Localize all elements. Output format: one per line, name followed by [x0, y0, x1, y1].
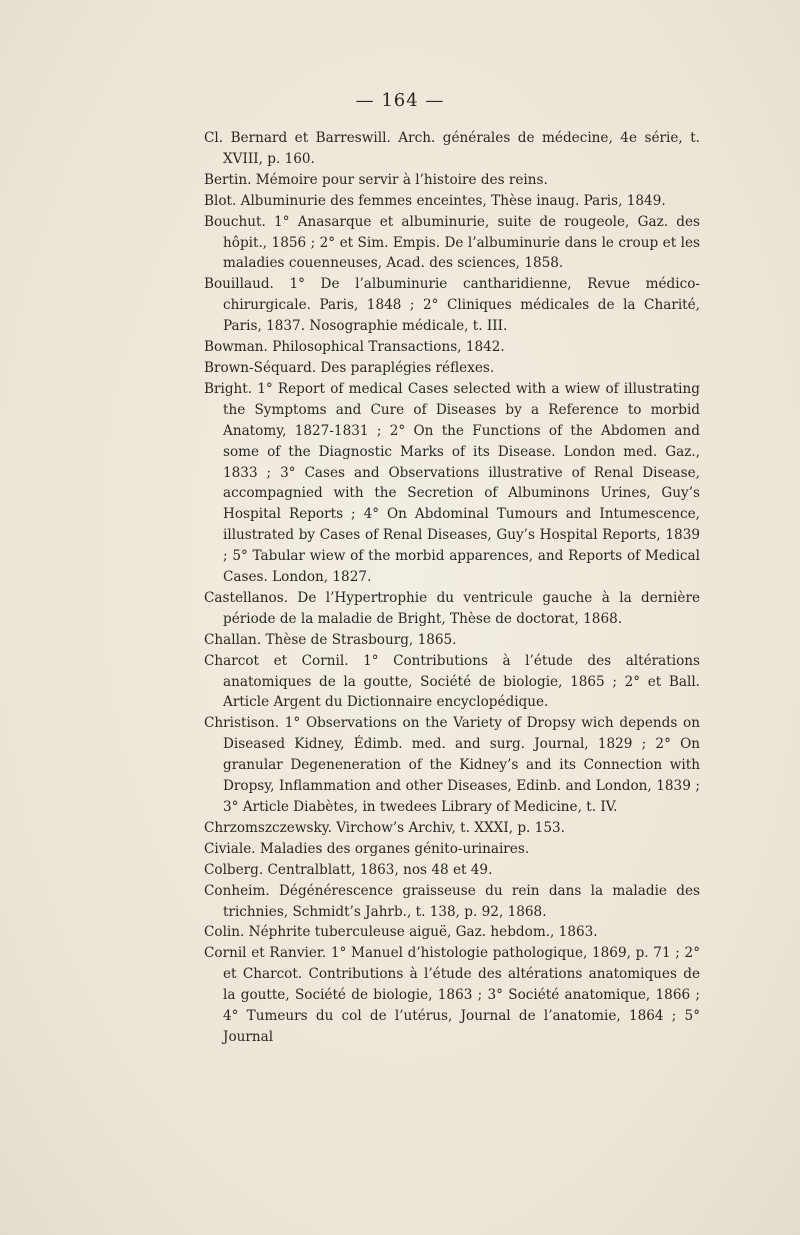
bibliography-entry: Charcot et Cornil. 1° Contributions à l’étude des altérations anatomiques de la goutte, Société de biologie, 1865 ; 2° et Ball. Article Argent du Dictionnaire encyclopédique. [204, 652, 700, 711]
bibliography-entry: Civiale. Maladies des organes génito-urinaires. [204, 840, 530, 857]
bibliography-entry: Christison. 1° Observations on the Variety of Dropsy wich depends on Diseased Kidney, Édimb. med. and surg. Journal, 1829 ; 2° On granular Degeneneration of the Kidney’s and its Connection with Dropsy, Inflammation and other Diseases, Edinb. and London, 1839 ; 3° Article Diabètes, in twedees Library of Medicine, t. IV. [204, 715, 700, 815]
bibliography-entry: Bouchut. 1° Anasarque et albuminurie, suite de rougeole, Gaz. des hôpit., 1856 ; 2° et Sim. Empis. De l’albuminurie dans le croup et les maladies couenneuses, Acad. des sciences, 1858. [204, 213, 700, 272]
bibliography-list [204, 128, 700, 1048]
bibliography-entry: Conheim. Dégénérescence graisseuse du rein dans la maladie des trichnies, Schmidt’s Jahrb., t. 138, p. 92, 1868. [204, 882, 700, 920]
bibliography-entry: Brown-Séquard. Des paraplégies réflexes. [204, 359, 495, 376]
bibliography-entry: Chrzomszczewsky. Virchow’s Archiv, t. XXXI, p. 153. [204, 819, 565, 836]
bibliography-entry: Cornil et Ranvier. 1° Manuel d’histologie pathologique, 1869, p. 71 ; 2° et Charcot. Contributions à l’étude des altérations anatomiques de la goutte, Société de biologie, 1863 ; 3° Société anatomique, 1866 ; 4° Tumeurs du col de l’utérus, Journal de l’anatomie, 1864 ; 5° Journal [204, 945, 700, 1045]
bibliography-entry: Colberg. Centralblatt, 1863, nos 48 et 49. [204, 861, 493, 878]
page-number: — 164 — [355, 90, 445, 111]
bibliography-entry: Bright. 1° Report of medical Cases selected with a wiew of illustrating the Symptoms and Cure of Diseases by a Reference to morbid Anatomy, 1827-1831 ; 2° On the Functions of the Abdomen and some of the Diagnostic Marks of its Disease. London med. Gaz., 1833 ; 3° Cases and Observations illustrative of Renal Disease, accompagnied with the Secretion of Albuminons Urines, Guy’s Hospital Reports ; 4° On Abdominal Tumours and Intumescence, illustrated by Cases of Renal Diseases, Guy’s Hospital Reports, 1839 ; 5° Tabular wiew of the morbid apparences, and Reports of Medical Cases. London, 1827. [204, 380, 700, 586]
bibliography-entry: Castellanos. De l’Hypertrophie du ventricule gauche à la dernière période de la maladie de Bright, Thèse de doctorat, 1868. [204, 589, 700, 627]
bibliography-entry: Blot. Albuminurie des femmes enceintes, Thèse inaug. Paris, 1849. [204, 192, 666, 209]
bibliography-entry: Challan. Thèse de Strasbourg, 1865. [204, 631, 457, 648]
bibliography-entry: Colin. Néphrite tuberculeuse aiguë, Gaz. hebdom., 1863. [204, 924, 598, 941]
bibliography-entry: Bouillaud. 1° De l’albuminurie cantharidienne, Revue médico-chirurgicale. Paris, 1848 ; 2° Cliniques médicales de la Charité, Paris, 1837. Nosographie médicale, t. III. [204, 276, 700, 335]
bibliography-entry: Bowman. Philosophical Transactions, 1842. [204, 339, 505, 356]
bibliography-entry: Cl. Bernard et Barreswill. Arch. générales de médecine, 4e série, t. XVIII, p. 160. [204, 130, 700, 167]
bibliography-entry: Bertin. Mémoire pour servir à l’histoire des reins. [204, 171, 548, 188]
